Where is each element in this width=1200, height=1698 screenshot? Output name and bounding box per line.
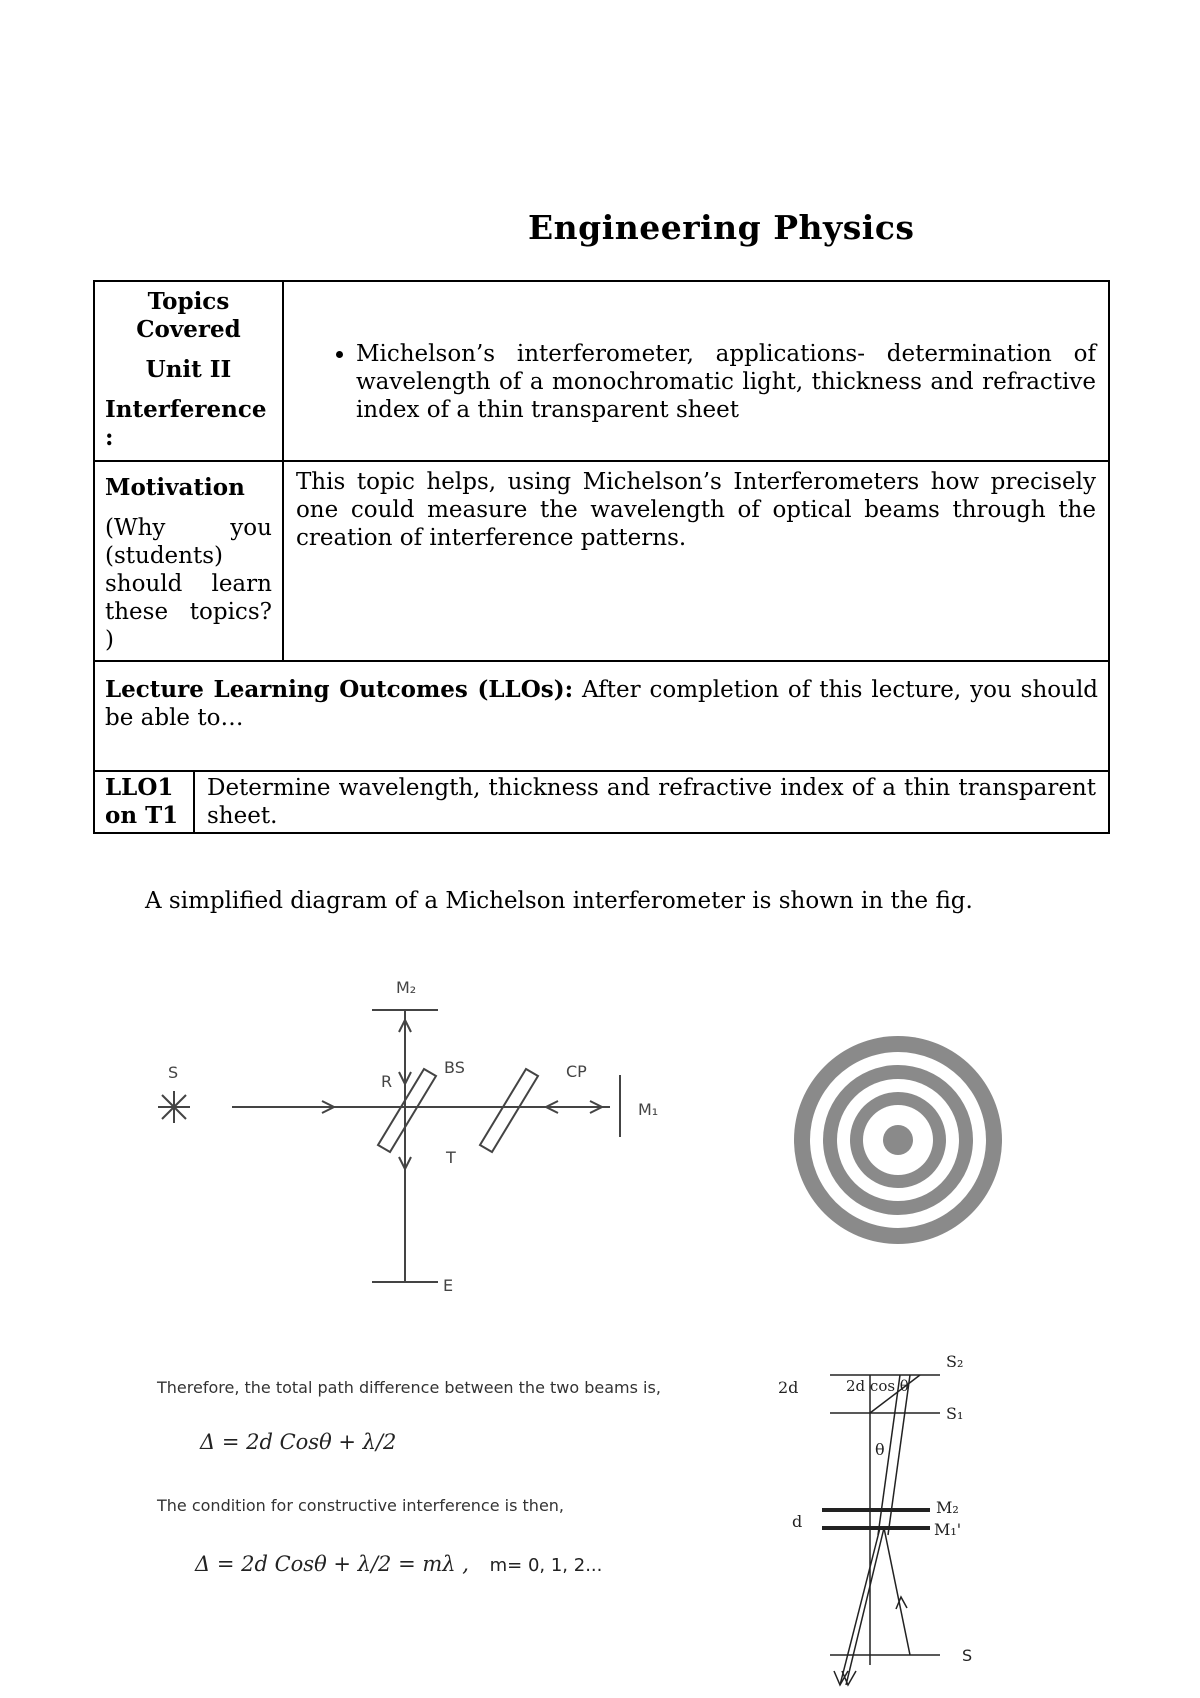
label-r: R (381, 1072, 393, 1091)
label-d: d (792, 1512, 803, 1531)
label-geo-m1: M₁' (934, 1520, 962, 1539)
path-geometry-diagram (770, 1345, 1030, 1695)
label-s2: S₂ (946, 1352, 964, 1371)
unit-label: Unit II (145, 356, 232, 383)
interference-colon: : (105, 424, 114, 451)
michelson-diagram (150, 965, 670, 1305)
llo1-code-cell: LLO1 on T1 (94, 771, 194, 833)
constructive-text: The condition for constructive interference is then, (157, 1496, 565, 1515)
document-title: Engineering Physics (528, 208, 915, 247)
label-s1: S₁ (946, 1404, 964, 1423)
llo-heading-cell (94, 661, 1109, 771)
motivation-subtitle: (Why you (students) should learn these topics? ) (105, 515, 272, 653)
m-values: m= 0, 1, 2... (489, 1555, 603, 1576)
label-s: S (168, 1063, 179, 1082)
motivation-label-cell (94, 461, 283, 661)
label-m2: M₂ (396, 978, 417, 997)
constructive-equation-main: Δ = 2d Cosθ + λ/2 = mλ , (195, 1552, 469, 1576)
topics-covered-label: Topics Covered (136, 288, 241, 343)
llo-heading-bold: Lecture Learning Outcomes (LLOs): (105, 676, 574, 703)
motivation-label: Motivation (105, 474, 245, 501)
topics-label-cell (94, 281, 283, 461)
table-row-motivation (94, 461, 1109, 661)
topics-list (296, 340, 1096, 424)
table-row-llo1 (94, 771, 1109, 833)
label-e: E (443, 1276, 454, 1295)
label-2d: 2d (778, 1378, 799, 1397)
topics-table (93, 280, 1110, 834)
fringe-pattern-rings (788, 1030, 1008, 1250)
label-m1: M₁ (638, 1100, 659, 1119)
path-difference-equation: Δ = 2d Cosθ + λ/2 (200, 1430, 397, 1454)
label-geo-s: S (962, 1646, 973, 1665)
interference-label: Interference (105, 396, 267, 423)
llo1-text-cell: Determine wavelength, thickness and refractive index of a thin transparent sheet. (194, 771, 1109, 833)
topics-content-cell (283, 281, 1109, 461)
path-difference-text: Therefore, the total path difference between the two beams is, (157, 1378, 661, 1397)
llo-heading-rest: After completion of this lecture, you should be able to… (105, 677, 1099, 731)
table-row-topics (94, 281, 1109, 461)
label-2d-cos: 2d cos θ (846, 1377, 909, 1395)
label-geo-m2: M₂ (936, 1498, 959, 1517)
constructive-equation (195, 1552, 602, 1576)
label-t: T (446, 1148, 456, 1167)
label-bs: BS (444, 1058, 465, 1077)
table-row-llo-heading (94, 661, 1109, 771)
label-cp: CP (566, 1062, 587, 1081)
motivation-text-cell: This topic helps, using Michelson’s Interferometers how precisely one could measure the wavelength of optical beams through the creation of interference patterns. (283, 461, 1109, 661)
intro-text: A simplified diagram of a Michelson interferometer is shown in the fig. (145, 888, 973, 914)
topics-list-item: • Michelson’s interferometer, applications- determination of wavelength of a monochromatic light, thickness and refractive index of a thin transparent sheet (356, 340, 1096, 424)
label-theta: θ (875, 1440, 885, 1459)
